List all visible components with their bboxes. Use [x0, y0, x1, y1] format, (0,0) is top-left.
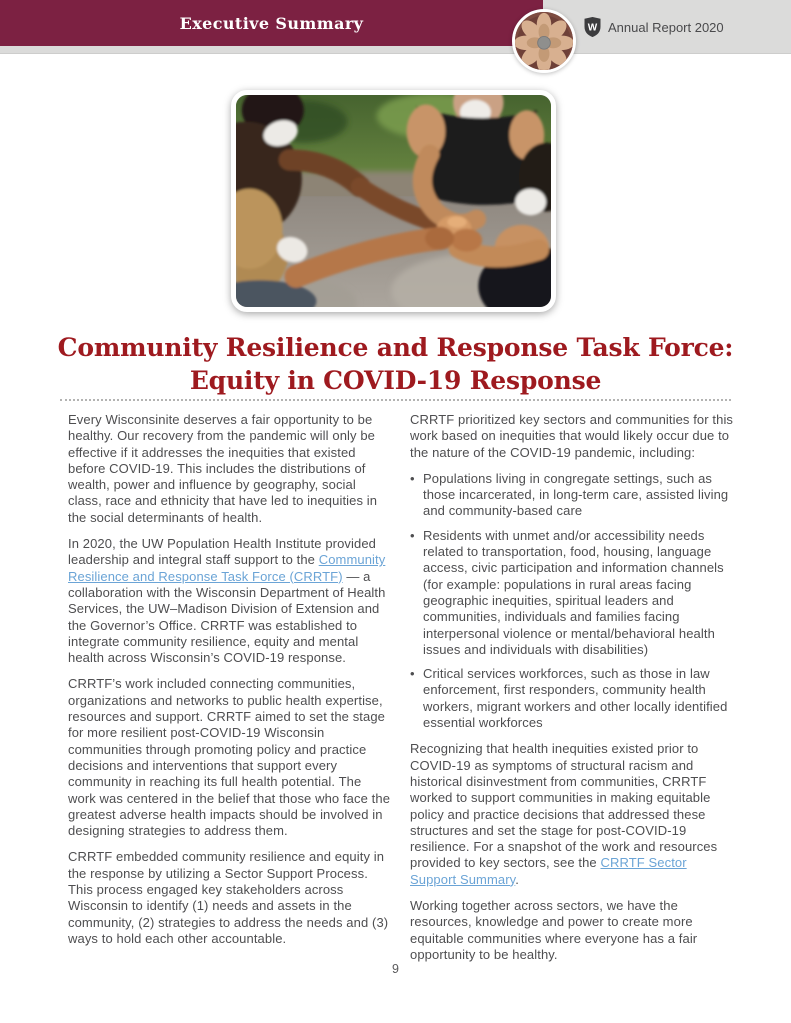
priority-sectors-list [410, 471, 734, 731]
page-number: 9 [392, 962, 399, 976]
paragraph: Working together across sectors, we have the resources, knowledge and power to create more equitable communities where everyone has a fair opportunity to be healthy. [410, 898, 698, 962]
paragraph-text: Recognizing that health inequities existed prior to COVID-19 as symptoms of structural racism and historical disinvestment from communities, CRRTF worked to support communities in making equitable policy and practice decisions that addressed these structures and set the stage for post-COVID-19 resilience. For a snapshot of the work and resources provided to key sectors, see the [410, 741, 718, 871]
paragraph-text: . [515, 871, 520, 887]
hands-circle-photo-graphic [515, 12, 573, 70]
list-item: • Populations living in congregate settings, such as those incarcerated, in long-term care, assisted living and community-based care [410, 471, 734, 520]
paragraph [410, 741, 734, 888]
crrtf-link[interactable]: Community Resilience and Response Task Force (CRRTF) [68, 552, 386, 584]
paragraph: Every Wisconsinite deserves a fair opportunity to be healthy. Our recovery from the pandemic will only be effective if it addresses the inequities that existed before COVID-19. This includes the distributions of wealth, power and influence by geography, social class, race and ethnicity that have led to inequities in the social determinants of health. [68, 412, 378, 525]
page-title-line2: Equity in COVID-19 Response [189, 366, 602, 395]
paragraph: CRRTF’s work included connecting communities, organizations and networks to public health expertise, resources and support. CRRTF aimed to set the stage for more resilient post-COVID-19 Wisconsin communities through promoting policy and practice decisions and interventions that support every community in reaching its full health potential. The work was centered in the belief that those who face the greatest adverse health impacts should be involved in designing strategies to address them. [68, 676, 391, 839]
title-divider [60, 399, 731, 401]
paragraph-text: — a collaboration with the Wisconsin Department of Health Services, the UW–Madison Division of Extension and the Governor’s Office. CRRTF was established to integrate community resilience, equity and mental health across Wisconsin’s COVID-19 response. [68, 568, 386, 666]
paragraph: CRRTF prioritized key sectors and communities for this work based on inequities that would likely occur due to the nature of the COVID-19 pandemic, including: [410, 412, 734, 460]
right-column [410, 412, 734, 973]
hands-circle-avatar [512, 9, 576, 73]
page-title [30, 331, 761, 397]
list-item: • Critical services workforces, such as those in law enforcement, first responders, community health workers, migrant workers and other locally identified essential workforces [410, 666, 734, 731]
uw-crest-w-icon [584, 17, 601, 37]
left-column [68, 412, 392, 973]
section-title: Executive Summary [179, 13, 364, 33]
sector-support-summary-link[interactable]: CRRTF Sector Support Summary [410, 855, 687, 887]
page-title-line1: Community Resilience and Response Task Force: [57, 333, 734, 362]
list-item: • Residents with unmet and/or accessibility needs related to transportation, food, housing, language access, civic participation and information channels (for example: populations in rural areas facing geographic inequities, spiritual leaders and communities, individuals and families facing interpersonal violence or mental/behavioral health issues and individuals with disabilities) [410, 528, 734, 658]
header-section-banner [0, 0, 543, 46]
svg-text:W: W [587, 22, 598, 34]
report-badge [584, 0, 724, 54]
paragraph-text: In 2020, the UW Population Health Institute provided leadership and integral staff support to the [68, 536, 376, 568]
report-title: Annual Report 2020 [608, 19, 724, 35]
paragraph [68, 536, 392, 666]
article-body [68, 412, 734, 973]
group-elbow-bump-photo [231, 90, 556, 312]
paragraph: CRRTF embedded community resilience and equity in the response by utilizing a Sector Support Process. This process engaged key stakeholders across Wisconsin to identify (1) needs and assets in the community, (2) strategies to address the needs and (3) ways to hold each other accountable. [68, 849, 389, 946]
